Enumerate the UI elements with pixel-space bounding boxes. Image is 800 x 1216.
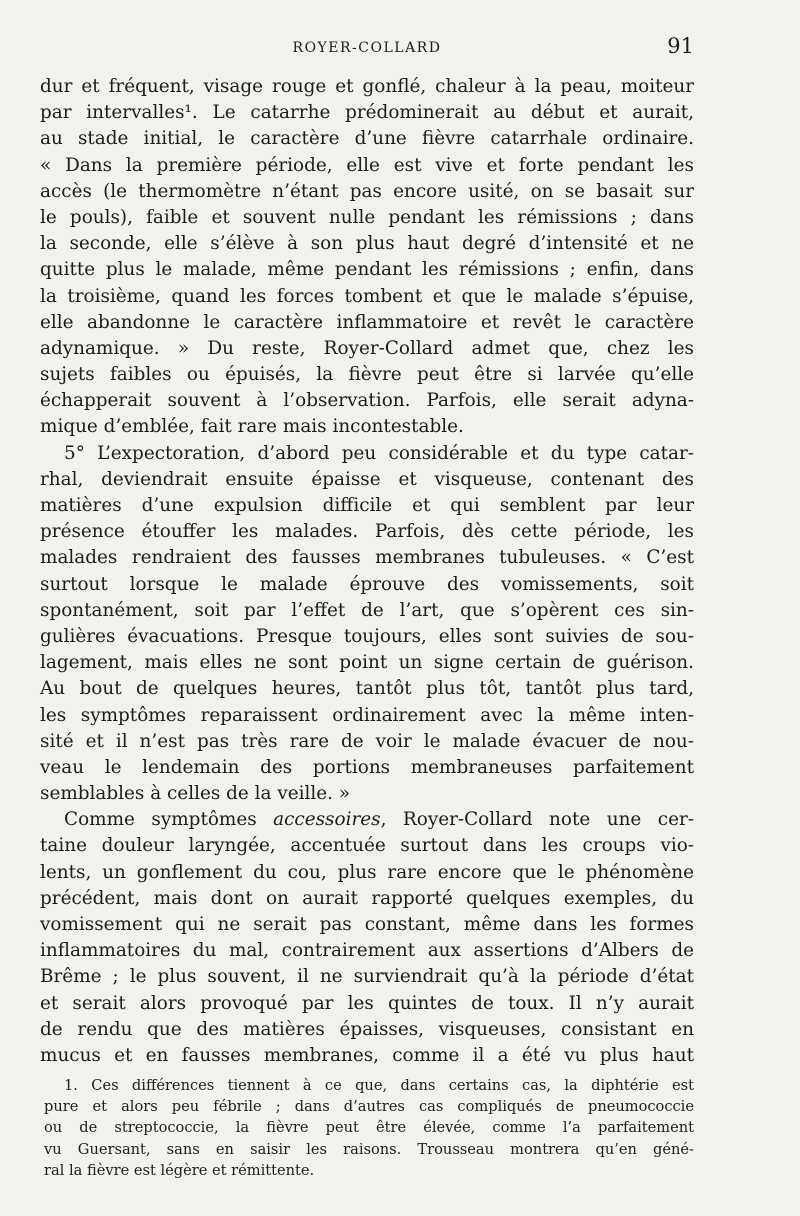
text-line: la seconde, elle s’élève à son plus haut degré d’intensité et ne: [40, 233, 694, 255]
text-line: le pouls), faible et souvent nulle pendant les rémissions ; dans: [40, 206, 694, 228]
text-line: les symptômes reparaissent ordinairement avec la même inten-: [40, 704, 694, 726]
text-line: surtout lorsque le malade éprouve des vomissements, soit: [40, 573, 694, 595]
footnote-line: ral la fièvre est légère et rémittente.: [44, 1161, 315, 1179]
text-line: mucus et en fausses membranes, comme il a été vu plus haut: [40, 1044, 694, 1066]
text-line: « Dans la première période, elle est vive et forte pendant les: [40, 154, 694, 176]
text-line: quitte plus le malade, même pendant les rémissions ; enfin, dans: [40, 259, 694, 281]
text-line: présence étouffer les malades. Parfois, dès cette période, les: [40, 521, 694, 543]
running-title: ROYER-COLLARD: [292, 40, 442, 56]
running-head: [40, 36, 694, 60]
text-line: matières d’une expulsion difficile et qui semblent par leur: [40, 495, 694, 516]
text-line: et serait alors provoqué par les quintes de toux. Il n’y aurait: [40, 992, 694, 1014]
footnote-line: vu Guersant, sans en saisir les raisons. Trousseau montrera qu’en géné-: [44, 1140, 694, 1158]
text-line: la troisième, quand les forces tombent et que le malade s’épuise,: [40, 285, 694, 307]
footnote-line: ou de streptococcie, la fièvre peut être élevée, comme l’a parfaitement: [44, 1119, 694, 1137]
text-line: sité et il n’est pas très rare de voir le malade évacuer de nou-: [40, 730, 694, 752]
text-line: Au bout de quelques heures, tantôt plus tôt, tantôt plus tard,: [40, 678, 694, 700]
text-line: veau le lendemain des portions membraneuses parfaitement: [40, 756, 694, 778]
text-line: précédent, mais dont on aurait rapporté quelques exemples, du: [40, 887, 694, 909]
text-line: spontanément, soit par l’effet de l’art, que s’opèrent ces sin-: [40, 599, 694, 621]
text-line: gulières évacuations. Presque toujours, elles sont suivies de sou-: [40, 625, 694, 647]
body-text: [40, 74, 694, 1069]
text-line: vomissement qui ne serait pas constant, même dans les formes: [40, 914, 694, 935]
footnote-line: pure et alors peu fébrile ; dans d’autres cas compliqués de pneumococcie: [44, 1098, 694, 1116]
footnote-line: 1. Ces différences tiennent à ce que, dans certains cas, la diphtérie est: [64, 1077, 694, 1094]
text-line: Comme symptômes accessoires, Royer-Collard note une cer-: [64, 809, 694, 831]
text-line: au stade initial, le caractère d’une fièvre catarrhale ordinaire.: [40, 128, 694, 150]
text-line: dur et fréquent, visage rouge et gonflé, chaleur à la peau, moiteur: [40, 76, 694, 97]
text-line: accès (le thermomètre n’étant pas encore usité, on se basait sur: [40, 180, 694, 202]
text-line: rhal, deviendrait ensuite épaisse et visqueuse, contenant des: [40, 468, 694, 490]
text-line: mique d’emblée, fait rare mais incontestable.: [40, 416, 464, 438]
text-line: sujets faibles ou épuisés, la fièvre peut être si larvée qu’elle: [40, 364, 694, 386]
page-number: 91: [667, 34, 694, 58]
text-line: taine douleur laryngée, accentuée surtout dans les croups vio-: [40, 835, 694, 857]
text-line: lagement, mais elles ne sont point un signe certain de guérison.: [40, 652, 694, 674]
text-line: de rendu que des matières épaisses, visqueuses, consistant en: [40, 1018, 694, 1040]
footnote: [44, 1075, 694, 1181]
text-line: 5° L’expectoration, d’abord peu considérable et du type catar-: [64, 442, 694, 464]
text-line: semblables à celles de la veille. »: [40, 783, 351, 805]
text-line: inflammatoires du mal, contrairement aux assertions d’Albers de: [40, 940, 694, 962]
text-line: par intervalles¹. Le catarrhe prédominerait au début et aurait,: [40, 102, 694, 124]
text-line: échapperait souvent à l’observation. Parfois, elle serait adyna-: [40, 390, 694, 412]
text-line: elle abandonne le caractère inflammatoire et revêt le caractère: [40, 311, 694, 333]
text-line: adynamique. » Du reste, Royer-Collard admet que, chez les: [40, 337, 694, 359]
text-line: malades rendraient des fausses membranes tubuleuses. « C’est: [40, 547, 694, 569]
text-line: lents, un gonflement du cou, plus rare encore que le phénomène: [40, 861, 694, 883]
text-line: Brême ; le plus souvent, il ne surviendrait qu’à la période d’état: [40, 966, 694, 988]
